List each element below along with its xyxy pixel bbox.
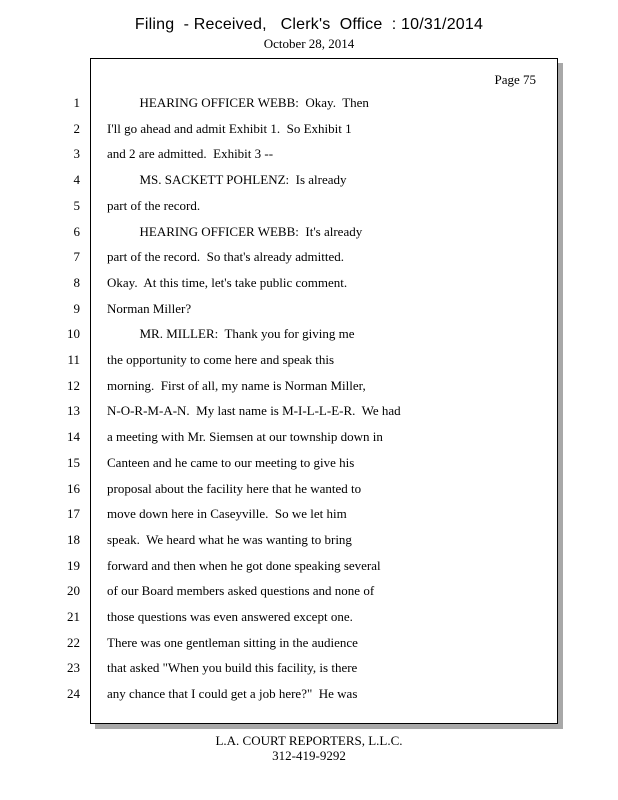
line-number: 21 <box>67 609 80 624</box>
line-text: I'll go ahead and admit Exhibit 1. So Exhibit 1 <box>107 120 352 136</box>
line-text: proposal about the facility here that he wanted to <box>107 480 362 496</box>
line-text: speak. We heard what he was wanting to bring <box>107 531 352 547</box>
line-number: 5 <box>73 197 80 213</box>
line-number: 7 <box>73 249 80 265</box>
transcript-line <box>0 326 618 352</box>
line-number: 24 <box>67 686 80 702</box>
transcript-line <box>0 378 618 404</box>
line-number: 8 <box>73 274 80 290</box>
hearing-date: October 28, 2014 <box>263 36 355 51</box>
transcript-line <box>0 660 618 686</box>
transcript-line <box>0 95 618 121</box>
line-number: 16 <box>67 480 80 496</box>
line-number: 11 <box>67 352 80 367</box>
line-number: 2 <box>73 120 80 136</box>
transcript-line <box>0 224 618 250</box>
line-text: There was one gentleman sitting in the audience <box>107 634 358 650</box>
transcript-line <box>0 146 618 172</box>
line-text: Norman Miller? <box>107 300 192 316</box>
line-number: 18 <box>67 531 80 547</box>
line-number: 22 <box>67 634 80 650</box>
transcript-line <box>0 609 618 635</box>
line-number: 15 <box>67 454 80 470</box>
line-text: HEARING OFFICER WEBB: It's already <box>107 223 363 239</box>
line-number: 12 <box>67 377 80 393</box>
transcript-line <box>0 352 618 378</box>
transcript-line <box>0 249 618 275</box>
line-number: 23 <box>67 660 80 676</box>
transcript-line <box>0 558 618 584</box>
line-number: 19 <box>67 557 80 573</box>
line-text: a meeting with Mr. Siemsen at our township down in <box>107 429 383 445</box>
line-number: 14 <box>67 429 80 445</box>
line-number: 17 <box>67 506 80 522</box>
line-number: 1 <box>73 95 80 110</box>
filing-stamp: Filing - Received, Clerk's Office : 10/31/2014 <box>134 16 484 33</box>
line-text: Canteen and he came to our meeting to give his <box>107 454 355 470</box>
transcript-line <box>0 686 618 712</box>
line-text: any chance that I could get a job here?" He was <box>107 686 358 702</box>
line-number: 10 <box>67 326 80 342</box>
transcript-line <box>0 198 618 224</box>
transcript-line <box>0 635 618 661</box>
line-text: of our Board members asked questions and none of <box>107 583 375 599</box>
line-text: Okay. At this time, let's take public comment. <box>107 274 348 290</box>
line-number: 6 <box>73 223 80 239</box>
transcript-line <box>0 532 618 558</box>
transcript-line <box>0 506 618 532</box>
line-text: that asked "When you build this facility, is there <box>107 660 358 676</box>
line-text: those questions was even answered except one. <box>107 609 353 624</box>
line-text: N-O-R-M-A-N. My last name is M-I-L-L-E-R. We had <box>107 403 401 419</box>
line-number: 20 <box>67 583 80 599</box>
transcript-line <box>0 455 618 481</box>
transcript-line <box>0 275 618 301</box>
line-text: morning. First of all, my name is Norman Miller, <box>107 377 366 393</box>
line-text: part of the record. <box>107 197 201 213</box>
transcript-line <box>0 481 618 507</box>
transcript-line <box>0 121 618 147</box>
page-number: Page 75 <box>494 72 536 87</box>
footer-company: L.A. COURT REPORTERS, L.L.C. <box>215 733 403 748</box>
transcript-line <box>0 583 618 609</box>
line-text: forward and then when he got done speaking several <box>107 557 381 573</box>
line-number: 13 <box>67 403 80 419</box>
line-number: 3 <box>73 146 80 162</box>
line-text: move down here in Caseyville. So we let him <box>107 506 347 522</box>
line-number: 4 <box>73 172 80 188</box>
transcript-line <box>0 172 618 198</box>
line-text: MR. MILLER: Thank you for giving me <box>107 326 355 342</box>
line-text: HEARING OFFICER WEBB: Okay. Then <box>107 95 369 110</box>
line-number: 9 <box>73 300 80 316</box>
line-text: the opportunity to come here and speak this <box>107 352 335 367</box>
footer-phone: 312-419-9292 <box>272 748 346 763</box>
transcript-line <box>0 403 618 429</box>
transcript-line <box>0 429 618 455</box>
line-text: part of the record. So that's already admitted. <box>107 249 344 265</box>
transcript-line <box>0 301 618 327</box>
line-text: and 2 are admitted. Exhibit 3 -- <box>107 146 274 162</box>
line-text: MS. SACKETT POHLENZ: Is already <box>107 172 347 188</box>
